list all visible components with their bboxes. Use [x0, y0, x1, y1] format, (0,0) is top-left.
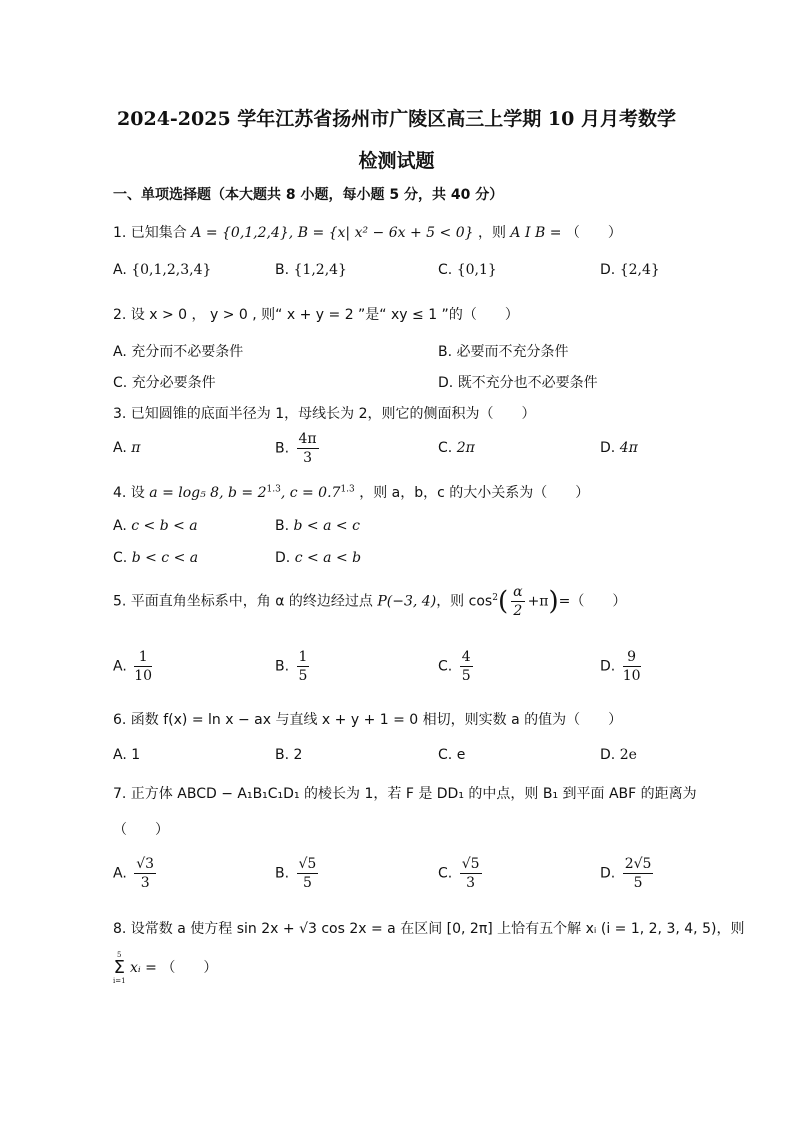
- q1-sets: A = {0,1,2,4}, B = {x| x² − 6x + 5 < 0}: [191, 225, 474, 241]
- q5-option-b: B. $\frac{1}{5}$: [275, 649, 308, 684]
- q7-option-a: A. $\frac{√3}{3}$: [113, 856, 155, 891]
- exam-title-line1: 2024-2025 学年江苏省扬州市广陵区高三上学期 10 月月考数学: [117, 108, 676, 130]
- q7-option-b: B. $\frac{√5}{5}$: [275, 856, 317, 891]
- question-6: 6. 函数 f(x) = ln x − ax 与直线 x + y + 1 = 0 相切，则实数 a 的值为（ ）: [113, 712, 623, 728]
- q5-option-a: A. $\frac{1}{10}$: [113, 649, 153, 684]
- q2-option-b: B. 必要而不充分条件: [438, 344, 569, 360]
- q6-option-c: C. e: [438, 747, 466, 763]
- q3-option-c: C. 2π: [438, 440, 475, 456]
- q3-option-b: B. $\frac{4\pi}{3}$: [275, 431, 317, 466]
- q1-option-b: B. {1,2,4}: [275, 262, 347, 278]
- q4-option-d: D. c < a < b: [275, 550, 362, 566]
- question-5: 5. 平面直角坐标系中，角 α 的终边经过点 P(−3, 4)，则 $\cos^2$( $\frac{\alpha}{2}$ +π)=（ ）: [113, 584, 627, 619]
- q2-option-c: C. 充分必要条件: [113, 375, 216, 391]
- question-2: 2. 设 x > 0 ， y > 0 , 则“ x + y = 2 ”是“ xy ≤ 1 ”的（ ）: [113, 307, 519, 323]
- question-8: 8. 设常数 a 使方程 sin 2x + √3 cos 2x = a 在区间 [0, 2π] 上恰有五个解 xᵢ (i = 1, 2, 3, 4, 5)，则: [113, 921, 745, 937]
- q1-option-d: D. {2,4}: [600, 262, 660, 278]
- q3-option-a: A. π: [113, 440, 141, 456]
- q4-option-c: C. b < c < a: [113, 550, 199, 566]
- q4-option-b: B. b < a < c: [275, 518, 360, 534]
- q3-option-d: D. 4π: [600, 440, 638, 456]
- question-4: 4. 设 a = log₅ 8, $b = 2^{1.3}$, $c = 0.7^{1.3}$ ，则 a，b，c 的大小关系为（ ）: [113, 484, 590, 501]
- q8-summation: 5 Σ i=1: [113, 951, 126, 985]
- q7-option-c: C. $\frac{√5}{3}$: [438, 856, 480, 891]
- q7-option-d: D. $\frac{2√5}{5}$: [600, 856, 652, 891]
- q7-paren: （ ）: [113, 822, 169, 838]
- q8-sum-line: 5 Σ i=1 xᵢ = （ ）: [113, 951, 218, 985]
- q3-b-fraction: $\frac{4\pi}{3}$: [298, 431, 317, 466]
- exam-title-line2: 检测试题: [358, 150, 435, 172]
- q1-paren: （ ）: [565, 225, 622, 241]
- question-3: 3. 已知圆锥的底面半径为 1，母线长为 2，则它的侧面积为（ ）: [113, 406, 536, 422]
- q6-option-a: A. 1: [113, 747, 141, 763]
- question-1: [113, 222, 622, 242]
- q1-number: 1. 已知集合: [113, 225, 187, 241]
- q1-option-a: A. {0,1,2,3,4}: [113, 262, 212, 278]
- q2-option-a: A. 充分而不必要条件: [113, 344, 244, 360]
- q4-option-a: A. c < b < a: [113, 518, 198, 534]
- q1-tail: ，则: [477, 225, 506, 241]
- q6-option-b: B. 2: [275, 747, 303, 763]
- q1-option-c: C. {0,1}: [438, 262, 497, 278]
- question-7: 7. 正方体 ABCD − A₁B₁C₁D₁ 的棱长为 1，若 F 是 DD₁ 的中点，则 B₁ 到平面 ABF 的距离为: [113, 786, 697, 802]
- section-heading: 一、单项选择题（本大题共 8 小题，每小题 5 分，共 40 分）: [113, 187, 504, 203]
- q5-alpha-fraction: $\frac{\alpha}{2}$: [513, 584, 523, 619]
- q1-expr: A I B =: [510, 225, 562, 241]
- q5-option-c: C. $\frac{4}{5}$: [438, 649, 471, 684]
- q2-option-d: D. 既不充分也不必要条件: [438, 375, 598, 391]
- q5-option-d: D. $\frac{9}{10}$: [600, 649, 641, 684]
- q6-option-d: D. 2e: [600, 747, 637, 763]
